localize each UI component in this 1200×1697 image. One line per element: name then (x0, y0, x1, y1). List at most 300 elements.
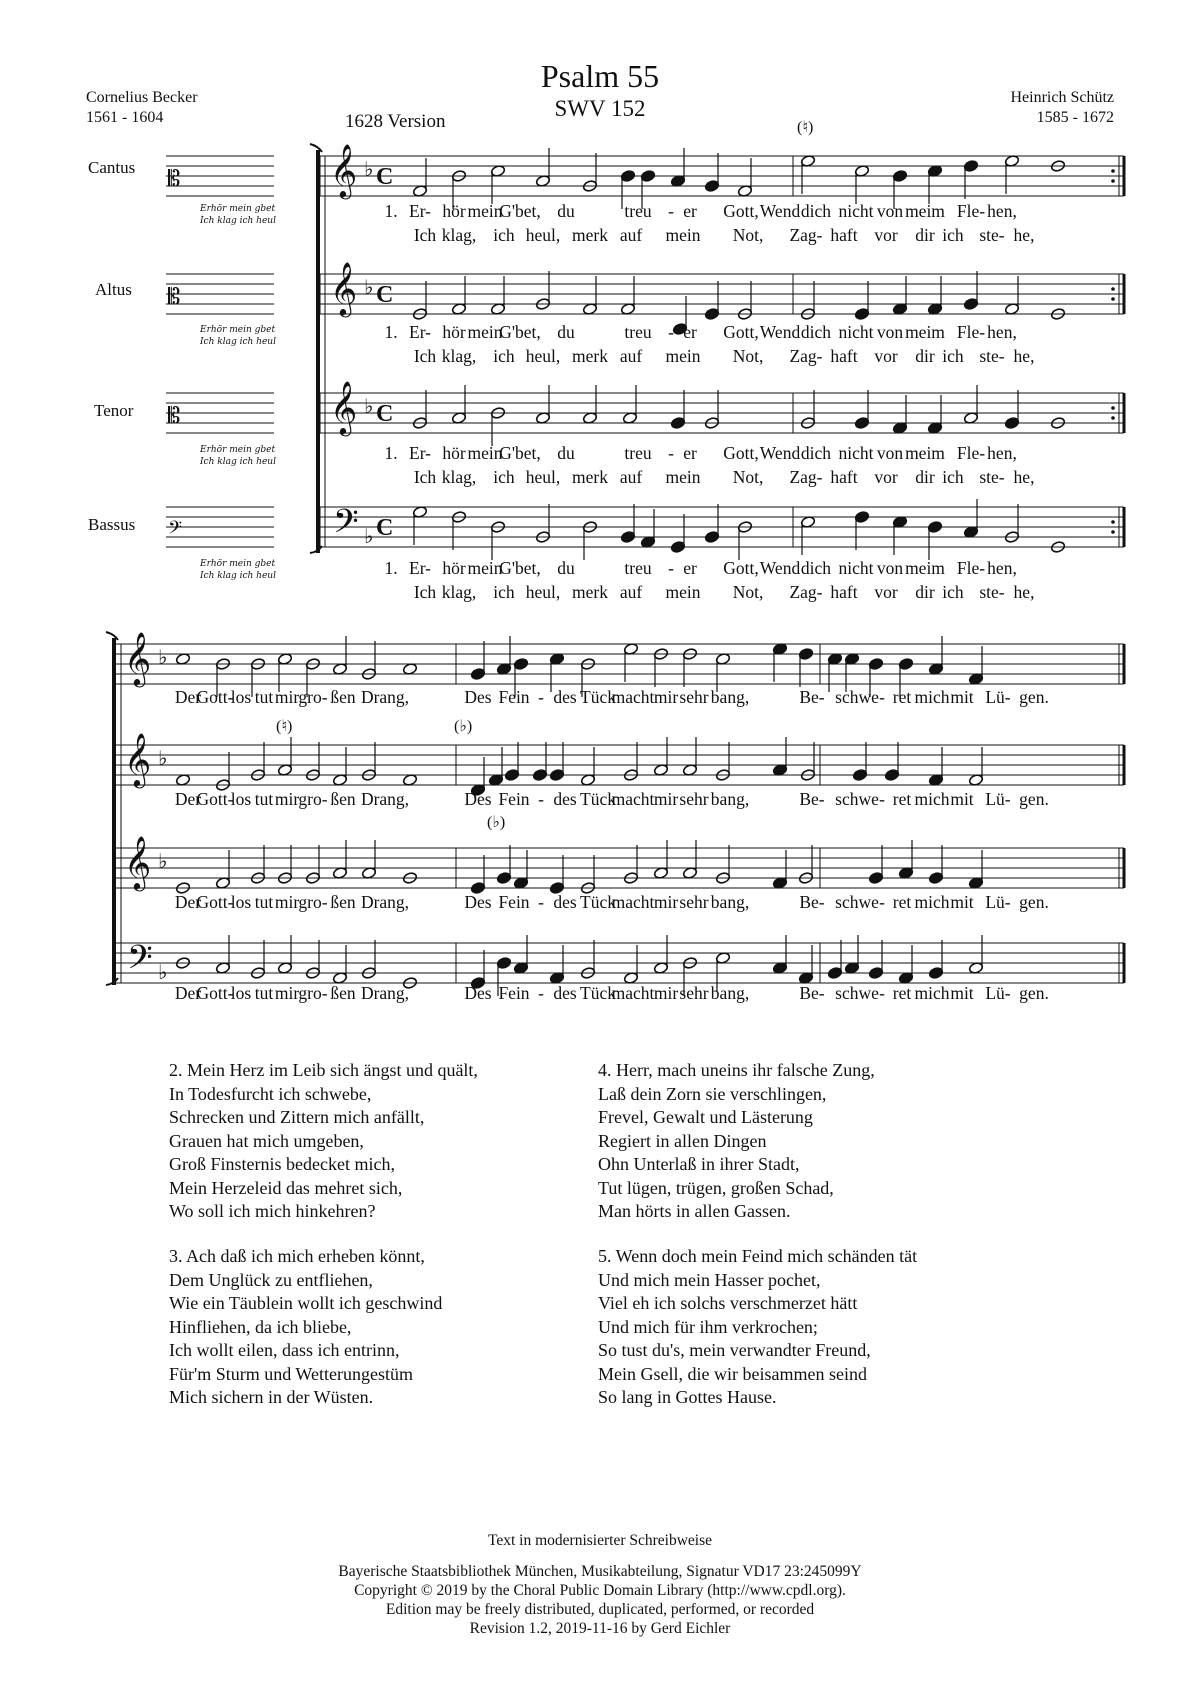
note-head-sys2 (513, 658, 528, 671)
lyric-syllable: - (668, 201, 674, 221)
lyric-syllable: nicht (838, 201, 874, 221)
lyric-syllable: - (538, 983, 544, 1003)
lyrics-sys2-3 (0, 983, 1200, 1007)
time-signature: C (376, 401, 394, 427)
lyric-syllable: schwe (835, 983, 879, 1003)
lyric-syllable: 1. (384, 322, 398, 342)
note-head-sys2 (798, 648, 813, 661)
lyric-syllable: mir (274, 687, 300, 707)
lyric-syllable: tut (254, 892, 274, 912)
flat-sign: ♭ (364, 157, 374, 181)
lyric-syllable: vor (874, 467, 898, 487)
lyric-syllable: treu (624, 443, 652, 463)
lyric-syllable: ste- (979, 225, 1005, 245)
lyric-syllable: Er- (409, 558, 431, 578)
lyric-syllable: klag, (441, 467, 477, 487)
lyric-syllable: - (879, 789, 885, 809)
lyric-syllable: hör (442, 201, 466, 221)
page-subtitle: SWV 152 (554, 96, 646, 121)
repeat-dot (1111, 416, 1115, 420)
lyric-syllable: ret (892, 892, 912, 912)
version-label: 1628 Version (345, 111, 446, 132)
editorial-natural-altus: (♮) (276, 718, 293, 735)
lyric-syllable: des (553, 687, 577, 707)
lyric-syllable: Not, (732, 225, 764, 245)
lyric-syllable: bang, (710, 892, 750, 912)
note-head-sys2 (884, 769, 899, 782)
lyric-syllable: Wend (759, 558, 801, 578)
voice-label-altus: Altus (95, 280, 132, 299)
lyric-syllable: gro- (298, 789, 328, 809)
note-head-sys2 (928, 872, 943, 885)
lyric-syllable: Zag- (789, 225, 823, 245)
repeat-dot (1111, 406, 1115, 410)
lyric-syllable: von (876, 443, 904, 463)
lyric-syllable: Gott- (196, 687, 234, 707)
lyric-syllable: mein (665, 225, 701, 245)
lyric-syllable: Ich (413, 467, 437, 487)
lyric-syllable: mich (914, 983, 950, 1003)
lyric-syllable: - (668, 322, 674, 342)
lyric-syllable: mir (653, 892, 679, 912)
lyric-syllable: tut (254, 687, 274, 707)
lyric-syllable: - (538, 789, 544, 809)
lyric-syllable: merk (572, 467, 608, 487)
lyric-syllable: Not, (732, 467, 764, 487)
flat-sign: ♭ (158, 960, 168, 984)
lyric-syllable: hen, (987, 201, 1017, 221)
lyrics-line2-1 (0, 346, 1200, 370)
lyric-syllable: du (557, 322, 575, 342)
lyric-syllable: ich (493, 582, 515, 602)
composer-name: Heinrich Schütz (1010, 89, 1114, 106)
lyric-syllable: merk (572, 582, 608, 602)
lyric-syllable: - (668, 558, 674, 578)
lyric-syllable: ret (892, 789, 912, 809)
lyric-syllable: Drang, (360, 983, 410, 1003)
lyric-syllable: mein (665, 467, 701, 487)
note-head-sys1 (640, 170, 655, 183)
lyric-syllable: ßen (330, 789, 356, 809)
incipit-clef: 𝄡 (168, 404, 181, 429)
lyric-syllable: merk (572, 225, 608, 245)
lyric-syllable: mit (950, 789, 974, 809)
repeat-dot (1111, 287, 1115, 291)
lyric-syllable: Der (174, 687, 202, 707)
lyric-syllable: Wend (759, 201, 801, 221)
lyric-syllable: nicht (838, 322, 874, 342)
lyric-syllable: du (557, 443, 575, 463)
lyric-syllable: sehr (679, 983, 709, 1003)
lyric-syllable: mir (274, 892, 300, 912)
composer-dates: 1585 - 1672 (1036, 109, 1114, 126)
stanza-5: 5. Wenn doch mein Feind mich schänden tät Und mich mein Hasser pochet, Viel eh ich solchs verschmerzet hätt Und mich für ihm verkrochen; So tust du's, mein verwandter Freund, Mein Gsell, die wir beisammen seind So lang in Gottes Hause. (598, 1246, 918, 1407)
lyric-syllable: vor (874, 582, 898, 602)
lyrics-line2-3 (0, 582, 1200, 606)
lyric-syllable: ret (892, 983, 912, 1003)
lyric-syllable: schwe (835, 892, 879, 912)
flat-sign: ♭ (158, 746, 168, 770)
repeat-dot (1111, 179, 1115, 183)
lyric-syllable: Ich (413, 346, 437, 366)
lyric-syllable: gro- (298, 892, 328, 912)
time-signature: C (376, 282, 394, 308)
lyrics-line1-1 (0, 322, 1200, 346)
lyric-syllable: bang, (710, 983, 750, 1003)
lyric-syllable: mir (274, 789, 300, 809)
incipit-bassus: Erhör mein gbet Ich klag ich heul (200, 559, 276, 581)
lyric-syllable: mir (274, 983, 300, 1003)
lyric-syllable: macht (611, 892, 655, 912)
note-head-sys2 (868, 967, 883, 980)
lyric-syllable: auf (619, 467, 643, 487)
lyric-syllable: he, (1013, 346, 1035, 366)
lyric-syllable: von (876, 322, 904, 342)
note-head-sys1 (854, 417, 869, 430)
lyric-syllable: Gott, (723, 558, 759, 578)
lyric-syllable: mein (467, 443, 503, 463)
lyric-syllable: nicht (838, 443, 874, 463)
footer-revision: Revision 1.2, 2019-11-16 by Gerd Eichler (469, 1620, 731, 1637)
repeat-dot (1111, 169, 1115, 173)
note-head-sys1 (670, 417, 685, 430)
lyric-syllable: Fle- (956, 201, 986, 221)
lyric-syllable: los (230, 892, 252, 912)
editorial-flat-altus: (♭) (454, 718, 473, 735)
note-head-sys1 (963, 298, 978, 311)
lyric-syllable: er (683, 322, 697, 342)
lyric-syllable: Des (464, 983, 492, 1003)
lyric-syllable: haft (830, 467, 858, 487)
poet-name: Cornelius Becker (86, 89, 198, 106)
lyric-syllable: klag, (441, 225, 477, 245)
lyric-syllable: G'bet, (499, 558, 541, 578)
lyric-syllable: bang, (710, 687, 750, 707)
footer-copyright: Copyright © 2019 by the Choral Public Domain Library (http://www.cpdl.org). (354, 1582, 846, 1599)
lyric-syllable: er (683, 201, 697, 221)
lyric-syllable: klag, (441, 346, 477, 366)
lyric-syllable: er (683, 443, 697, 463)
lyric-syllable: mich (914, 789, 950, 809)
footer-note: Text in modernisierter Schreibweise (487, 1532, 713, 1549)
treble-clef: 𝄞 (124, 732, 152, 786)
lyric-syllable: Lü- (985, 789, 1011, 809)
stanza-4: 4. Herr, mach uneins ihr falsche Zung, Laß dein Zorn sie verschlingen, Frevel, Gewalt und Lästerung Regiert in allen Dingen Ohn Unterlaß in ihrer Stadt, Tut lügen, trügen, großen Schad, Man hörts in allen Gassen. (598, 1060, 875, 1221)
flat-sign: ♭ (364, 275, 374, 299)
note-head-sys2 (496, 872, 511, 885)
voice-label-bassus: Bassus (88, 515, 136, 534)
lyric-syllable: Er- (409, 443, 431, 463)
lyric-syllable: macht (611, 983, 655, 1003)
lyric-syllable: ich (942, 467, 964, 487)
lyric-syllable: Drang, (360, 687, 410, 707)
lyric-syllable: tut (254, 983, 274, 1003)
lyric-syllable: des (553, 892, 577, 912)
bass-clef: 𝄢 (333, 503, 359, 549)
note-head-sys2 (868, 872, 883, 885)
note-head-sys2 (868, 658, 883, 671)
lyric-syllable: Der (174, 892, 202, 912)
note-head-sys1 (963, 160, 978, 173)
lyric-syllable: Der (174, 983, 202, 1003)
repeat-dot (1111, 297, 1115, 301)
lyric-syllable: von (876, 558, 904, 578)
lyric-syllable: haft (830, 582, 858, 602)
lyrics-line1-0 (0, 201, 1200, 225)
lyric-syllable: Tück (580, 892, 616, 912)
lyric-syllable: 1. (384, 201, 398, 221)
lyric-syllable: macht (611, 789, 655, 809)
lyric-syllable: des (553, 789, 577, 809)
lyric-syllable: meim (905, 558, 945, 578)
lyric-syllable: Ich (413, 225, 437, 245)
lyric-syllable: meim (905, 201, 945, 221)
lyric-syllable: - (879, 892, 885, 912)
note-head-sys2 (852, 769, 867, 782)
lyric-syllable: mit (950, 983, 974, 1003)
lyric-syllable: Fein (498, 789, 530, 809)
note-head-sys1 (620, 531, 635, 544)
lyric-syllable: ich (942, 346, 964, 366)
page-title: Psalm 55 (540, 58, 660, 94)
lyric-syllable: dich (800, 558, 832, 578)
repeat-dot (1111, 520, 1115, 524)
flat-sign: ♭ (158, 849, 168, 873)
lyric-syllable: nicht (838, 558, 874, 578)
incipit-cantus: Erhör mein gbet Ich klag ich heul (200, 204, 276, 226)
lyric-syllable: ich (942, 582, 964, 602)
lyric-syllable: ste- (979, 467, 1005, 487)
lyric-syllable: Tück (580, 983, 616, 1003)
lyric-syllable: Drang, (360, 892, 410, 912)
stanza-2: 2. Mein Herz im Leib sich ängst und quält, In Todesfurcht ich schwebe, Schrecken und Zittern mich anfällt, Grauen hat mich umgeben, Groß Finsternis bedecket mich, Mein Herzeleid das mehret sich, Wo soll ich mich hinkehren? (169, 1060, 478, 1221)
lyric-syllable: ste- (979, 346, 1005, 366)
lyric-syllable: mich (914, 892, 950, 912)
stanza-3: 3. Ach daß ich mich erheben könnt, Dem Unglück zu entfliehen, Wie ein Täublein wollt ich geschwind Hinfliehen, da ich bliebe, Ich wollt eilen, dass ich entrinn, Für'm Sturm und Wetterungestüm Mich sichern in der Wüsten. (169, 1246, 443, 1407)
poet-dates: 1561 - 1604 (86, 109, 164, 126)
lyric-syllable: des (553, 983, 577, 1003)
repeat-dot (1111, 530, 1115, 534)
incipit-altus: Erhör mein gbet Ich klag ich heul (200, 325, 276, 347)
lyric-syllable: Lü- (985, 892, 1011, 912)
lyric-syllable: G'bet, (499, 443, 541, 463)
lyric-syllable: Fle- (956, 558, 986, 578)
lyric-syllable: merk (572, 346, 608, 366)
lyric-syllable: Be- (799, 983, 825, 1003)
flat-sign: ♭ (364, 524, 374, 548)
lyric-syllable: auf (619, 582, 643, 602)
note-head-sys1 (704, 180, 719, 193)
treble-clef: 𝄞 (124, 631, 152, 685)
lyrics-sys2-1 (0, 789, 1200, 813)
lyric-syllable: Er- (409, 201, 431, 221)
lyric-syllable: gro- (298, 687, 328, 707)
lyric-syllable: Des (464, 892, 492, 912)
flat-sign: ♭ (158, 645, 168, 669)
lyric-syllable: sehr (679, 892, 709, 912)
lyric-syllable: Be- (799, 789, 825, 809)
lyric-syllable: mein (467, 322, 503, 342)
lyric-syllable: Fle- (956, 322, 986, 342)
lyric-syllable: hen, (987, 558, 1017, 578)
lyric-syllable: ßen (330, 983, 356, 1003)
lyric-syllable: dir (915, 225, 935, 245)
lyric-syllable: treu (624, 201, 652, 221)
note-head-sys2 (549, 769, 564, 782)
note-head-sys1 (927, 521, 942, 534)
treble-clef: 𝄞 (330, 143, 358, 197)
note-head-sys2 (532, 769, 547, 782)
lyric-syllable: G'bet, (499, 322, 541, 342)
lyric-syllable: ich (493, 467, 515, 487)
lyric-syllable: treu (624, 322, 652, 342)
lyric-syllable: heul, (525, 225, 561, 245)
lyric-syllable: mein (665, 582, 701, 602)
lyric-syllable: ich (493, 346, 515, 366)
incipit-clef: 𝄡 (168, 167, 181, 192)
lyric-syllable: gro- (298, 983, 328, 1003)
lyric-syllable: he, (1013, 467, 1035, 487)
lyric-syllable: mir (653, 789, 679, 809)
lyric-syllable: Fein (498, 983, 530, 1003)
voice-label-tenor: Tenor (94, 401, 134, 420)
bass-clef: 𝄢 (127, 939, 153, 985)
flat-sign: ♭ (364, 394, 374, 418)
lyric-syllable: los (230, 789, 252, 809)
footer-license: Edition may be freely distributed, duplicated, performed, or recorded (385, 1601, 815, 1618)
lyric-syllable: mit (950, 892, 974, 912)
note-head-sys1 (854, 308, 869, 321)
note-head-sys1 (620, 170, 635, 183)
lyric-syllable: hör (442, 322, 466, 342)
lyric-syllable: Zag- (789, 467, 823, 487)
lyric-syllable: - (538, 892, 544, 912)
lyric-syllable: ich (942, 225, 964, 245)
lyric-syllable: Tück (580, 687, 616, 707)
lyric-syllable: Lü- (985, 983, 1011, 1003)
lyric-syllable: Tück (580, 789, 616, 809)
lyric-syllable: vor (874, 346, 898, 366)
lyric-syllable: schwe (835, 687, 879, 707)
lyric-syllable: Fein (498, 892, 530, 912)
lyrics-sys2-2 (0, 892, 1200, 916)
lyric-syllable: ßen (330, 687, 356, 707)
lyric-syllable: Gott, (723, 201, 759, 221)
note-head-sys1 (1004, 417, 1019, 430)
lyric-syllable: ich (493, 225, 515, 245)
lyric-syllable: - (879, 687, 885, 707)
lyric-syllable: Wend (759, 322, 801, 342)
lyric-syllable: meim (905, 443, 945, 463)
lyric-syllable: mir (653, 687, 679, 707)
lyric-syllable: los (230, 687, 252, 707)
lyric-syllable: ret (892, 687, 912, 707)
lyric-syllable: er (683, 558, 697, 578)
treble-clef: 𝄞 (330, 380, 358, 434)
lyric-syllable: Be- (799, 687, 825, 707)
lyric-syllable: Ich (413, 582, 437, 602)
lyric-syllable: G'bet, (499, 201, 541, 221)
lyric-syllable: dich (800, 443, 832, 463)
lyric-syllable: mit (950, 687, 974, 707)
lyric-syllable: heul, (525, 346, 561, 366)
lyric-syllable: hen, (987, 322, 1017, 342)
lyric-syllable: heul, (525, 467, 561, 487)
lyric-syllable: Zag- (789, 582, 823, 602)
lyric-syllable: ßen (330, 892, 356, 912)
note-head-sys2 (827, 967, 842, 980)
lyrics-sys2-0 (0, 687, 1200, 711)
lyric-syllable: Gott, (723, 322, 759, 342)
lyric-syllable: los (230, 983, 252, 1003)
lyric-syllable: ste- (979, 582, 1005, 602)
lyric-syllable: Gott- (196, 892, 234, 912)
lyric-syllable: Gott, (723, 443, 759, 463)
note-head-sys2 (898, 658, 913, 671)
note-head-sys2 (470, 668, 485, 681)
lyric-syllable: mich (914, 687, 950, 707)
lyric-syllable: gen. (1019, 892, 1049, 912)
footer-source: Bayerische Staatsbibliothek München, Musikabteilung, Signatur VD17 23:245099Y (338, 1563, 862, 1580)
lyric-syllable: Des (464, 789, 492, 809)
lyric-syllable: he, (1013, 225, 1035, 245)
time-signature: C (376, 515, 394, 541)
lyric-syllable: Gott- (196, 789, 234, 809)
note-head-sys2 (496, 957, 511, 970)
editorial-flat-tenor: (♭) (487, 814, 506, 831)
lyric-syllable: Gott- (196, 983, 234, 1003)
lyrics-line2-0 (0, 225, 1200, 249)
lyric-syllable: dich (800, 322, 832, 342)
lyric-syllable: dich (800, 201, 832, 221)
lyric-syllable: Not, (732, 582, 764, 602)
lyric-syllable: 1. (384, 558, 398, 578)
lyric-syllable: gen. (1019, 687, 1049, 707)
lyric-syllable: vor (874, 225, 898, 245)
incipit-tenor: Erhör mein gbet Ich klag ich heul (200, 445, 276, 467)
lyric-syllable: Be- (799, 892, 825, 912)
lyric-syllable: bang, (710, 789, 750, 809)
lyric-syllable: mein (665, 346, 701, 366)
lyric-syllable: mein (467, 558, 503, 578)
lyrics-line1-3 (0, 558, 1200, 582)
lyric-syllable: - (538, 687, 544, 707)
lyric-syllable: klag, (441, 582, 477, 602)
lyric-syllable: dir (915, 582, 935, 602)
lyric-syllable: haft (830, 225, 858, 245)
note-head-sys1 (892, 170, 907, 183)
lyric-syllable: Wend (759, 443, 801, 463)
treble-clef: 𝄞 (330, 261, 358, 315)
lyric-syllable: auf (619, 346, 643, 366)
lyric-syllable: du (557, 558, 575, 578)
lyric-syllable: 1. (384, 443, 398, 463)
lyric-syllable: heul, (525, 582, 561, 602)
editorial-natural-mark: (♮) (797, 119, 814, 136)
note-head-sys2 (504, 769, 519, 782)
lyric-syllable: mir (653, 983, 679, 1003)
lyric-syllable: schwe (835, 789, 879, 809)
lyric-syllable: Not, (732, 346, 764, 366)
lyric-syllable: he, (1013, 582, 1035, 602)
lyric-syllable: Lü- (985, 687, 1011, 707)
lyric-syllable: hen, (987, 443, 1017, 463)
lyric-syllable: Der (174, 789, 202, 809)
lyric-syllable: Zag- (789, 346, 823, 366)
lyric-syllable: tut (254, 789, 274, 809)
voice-label-cantus: Cantus (88, 158, 136, 177)
lyric-syllable: Er- (409, 322, 431, 342)
